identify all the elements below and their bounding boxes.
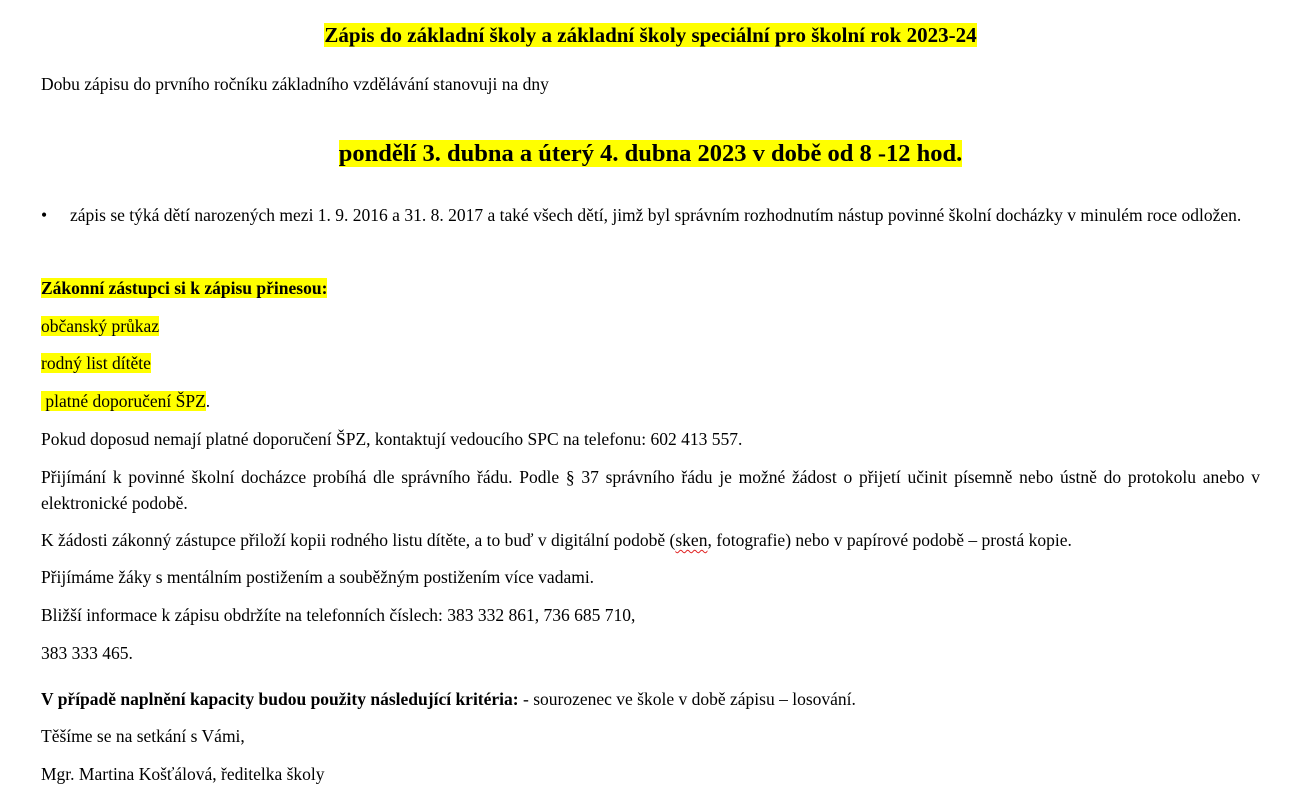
criteria-bold: V případě naplnění kapacity budou použity následující kritéria: bbox=[41, 689, 519, 709]
bring-item-spz-period: . bbox=[205, 391, 211, 411]
bring-heading-row bbox=[41, 275, 1260, 301]
bullet-icon: • bbox=[41, 205, 48, 225]
bullet-item-eligibility: zápis se týká dětí narozených mezi 1. 9. 2016 a 31. 8. 2017 a také všech dětí, jimž byl správním rozhodnutím nástup povinné školní docházky v minulém roce odložen. bbox=[70, 205, 1242, 225]
criteria-paragraph bbox=[41, 686, 1260, 712]
attachment-paragraph bbox=[41, 527, 1260, 553]
attachment-after: , fotografie) nebo v papírové podobě – prostá kopie. bbox=[707, 530, 1072, 550]
accept-paragraph: Přijímáme žáky s mentálním postižením a souběžným postižením více vadami. bbox=[41, 567, 595, 587]
info-line-2: 383 333 465. bbox=[41, 643, 133, 663]
bring-item-spz: platné doporučení ŠPZ bbox=[41, 391, 206, 411]
bring-heading: Zákonní zástupci si k zápisu přinesou: bbox=[41, 278, 328, 298]
bring-item-id-card-row bbox=[41, 313, 1260, 339]
admission-paragraph: Přijímání k povinné školní docházce probíhá dle správního řádu. Podle § 37 správního řádu je možné žádost o přijetí učinit písemně nebo ústně do protokolu anebo v elektronické podobě. bbox=[41, 467, 1260, 513]
info-line-1: Bližší informace k zápisu obdržíte na telefonních číslech: 383 332 861, 736 685 710, bbox=[41, 605, 636, 625]
criteria-rest: - sourozenec ve škole v době zápisu – losování. bbox=[518, 689, 856, 709]
document-title-row bbox=[41, 21, 1260, 49]
document-title: Zápis do základní školy a základní školy speciální pro školní rok 2023-24 bbox=[324, 23, 977, 47]
bring-item-spz-row bbox=[41, 388, 1260, 414]
dates-row bbox=[41, 138, 1260, 170]
attachment-before: K žádosti zákonný zástupce přiloží kopii rodného listu dítěte, a to buď v digitální podobě ( bbox=[41, 530, 676, 550]
bring-item-birth-cert-row bbox=[41, 350, 1260, 376]
bring-item-birth-cert: rodný list dítěte bbox=[41, 353, 151, 373]
contact-spc-paragraph: Pokud doposud nemají platné doporučení ŠPZ, kontaktují vedoucího SPC na telefonu: 602 413 557. bbox=[41, 429, 743, 449]
signature-line: Mgr. Martina Košťálová, ředitelka školy bbox=[41, 764, 325, 784]
attachment-sken: sken bbox=[675, 530, 708, 550]
closing-line: Těšíme se na setkání s Vámi, bbox=[41, 726, 245, 746]
enrollment-dates: pondělí 3. dubna a úterý 4. dubna 2023 v době od 8 -12 hod. bbox=[338, 140, 963, 167]
document-page bbox=[41, 0, 1260, 794]
bring-item-id-card: občanský průkaz bbox=[41, 316, 160, 336]
intro-paragraph: Dobu zápisu do prvního ročníku základního vzdělávání stanovuji na dny bbox=[41, 74, 549, 94]
